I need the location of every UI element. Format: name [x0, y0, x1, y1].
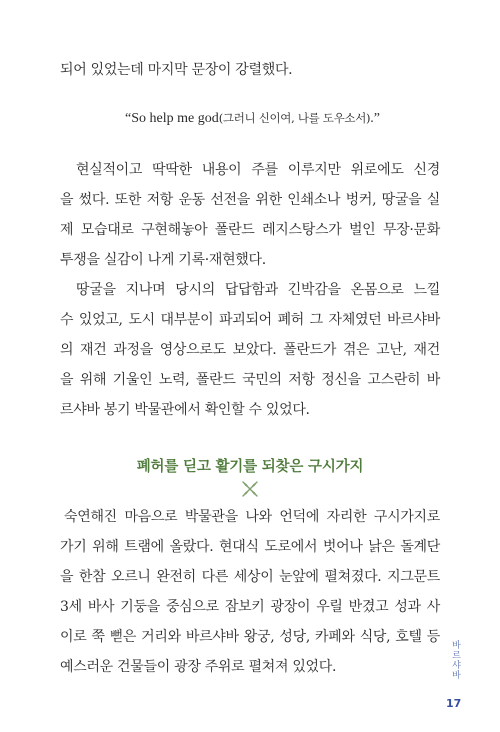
- paragraph-line: 을 위해 기울인 노력, 폴란드 국민의 저항 정신을 고스란히 바: [60, 372, 440, 388]
- crossed-leaves-icon: [240, 479, 260, 499]
- section-title: 폐허를 딛고 활기를 되찾은 구시가지: [136, 459, 364, 475]
- intro-line: 되어 있었는데 마지막 문장이 강렬했다.: [60, 62, 293, 78]
- paragraph-line: 제 모습대로 구현해놓아 폴란드 레지스탕스가 벌인 무장·문화: [60, 222, 440, 238]
- paragraph-line: 수 있었고, 도시 대부분이 파괴되어 폐허 그 자체였던 바르샤바: [60, 312, 440, 328]
- paragraph-line: 투쟁을 실감이 나게 기록·재현했다.: [60, 252, 266, 268]
- paragraph-line: 을 한참 오르니 완전히 다른 세상이 눈앞에 펼쳐졌다. 지그문트: [60, 569, 440, 585]
- chapter-side-label: 바르샤바: [450, 640, 460, 680]
- quote-close: .”: [370, 111, 380, 126]
- paragraph-line: 의 재건 과정을 영상으로도 보았다. 폴란드가 겪은 고난, 재건: [60, 342, 440, 358]
- paragraph-line: 이로 쭉 뻗은 거리와 바르샤바 왕궁, 성당, 카페와 식당, 호텔 등: [60, 629, 440, 645]
- page-number: 17: [446, 697, 462, 710]
- paragraph-line: 3세 바사 기둥을 중심으로 잠보키 광장이 우릴 반겼고 성과 사: [60, 599, 440, 615]
- paragraph-line: 르샤바 봉기 박물관에서 확인할 수 있었다.: [60, 402, 310, 418]
- paragraph-line: 예스러운 건물들이 광장 주위로 펼쳐져 있었다.: [60, 659, 337, 675]
- quote-korean: (그러니 신이여, 나를 도우소서): [218, 111, 371, 125]
- quote-line: [125, 110, 380, 127]
- paragraph-line: 숙연해진 마음으로 박물관을 나와 언덕에 자리한 구시가지로: [64, 509, 440, 525]
- quote-english: “So help me god: [125, 111, 219, 126]
- paragraph-line: 현실적이고 딱딱한 내용이 주를 이루지만 위로에도 신경: [76, 162, 440, 178]
- paragraph-line: 땅굴을 지나며 당시의 답답함과 긴박감을 온몸으로 느낄: [76, 282, 440, 298]
- paragraph-line: 을 썼다. 또한 저항 운동 선전을 위한 인쇄소나 벙커, 땅굴을 실: [60, 192, 440, 208]
- paragraph-line: 가기 위해 트램에 올랐다. 현대식 도로에서 벗어나 낡은 돌계단: [60, 539, 440, 555]
